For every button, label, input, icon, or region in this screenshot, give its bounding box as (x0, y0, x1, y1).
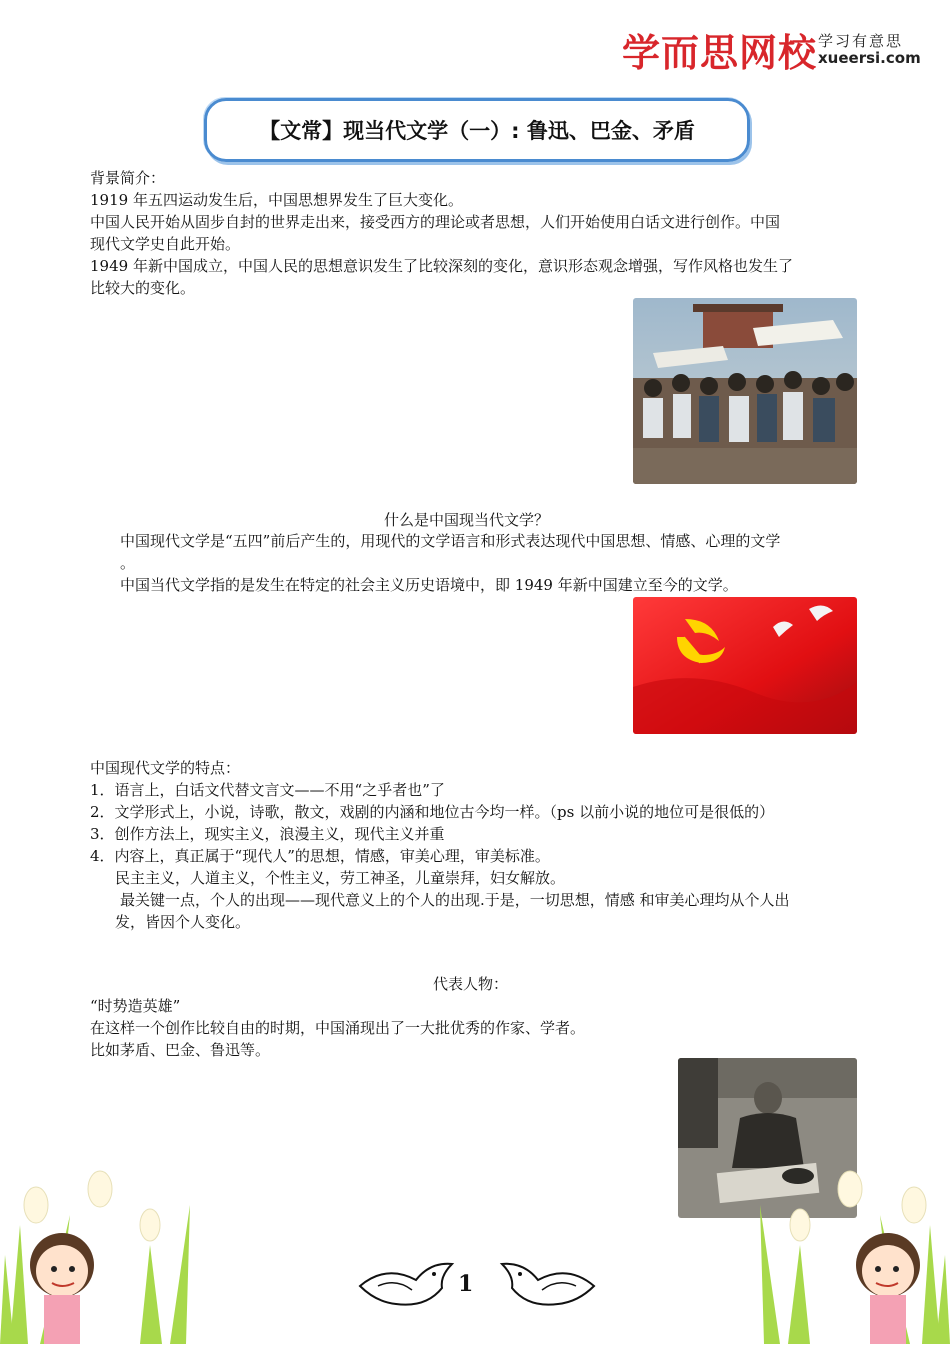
definition-modern-end: 。 (120, 554, 136, 572)
section-question: 什么是中国现当代文学？ (384, 511, 550, 529)
people-heading: 代表人物： (433, 975, 509, 993)
people-line: 比如茅盾、巴金、鲁迅等。 (90, 1041, 271, 1059)
features-item: 4．内容上，真正属于“现代人”的思想，情感，审美心理，审美标准。 (90, 847, 550, 865)
dove-ornament-right-icon (494, 1256, 598, 1314)
brand-site: xueersi.com (818, 49, 921, 67)
features-subtext: 民主主义，人道主义，个性主义，劳工神圣，儿童崇拜，妇女解放。 (115, 869, 566, 887)
people-quote: “时势造英雄” (90, 997, 181, 1015)
dove-ornament-left-icon (356, 1256, 460, 1314)
features-item: 2．文学形式上，小说，诗歌，散文，戏剧的内涵和地位古今均一样。（ps 以前小说的地位可是很低的） (90, 803, 775, 821)
features-subtext: 最关键一点，个人的出现——现代意义上的个人的出现.于是，一切思想，情感 和审美心理均从个人出 (120, 891, 790, 909)
page-number: 1 (458, 1271, 474, 1297)
intro-line: 比较大的变化。 (90, 279, 196, 297)
definition-contemporary: 中国当代文学指的是发生在特定的社会主义历史语境中，即 1949 年新中国建立至今的文学。 (120, 576, 738, 594)
intro-line: 现代文学史自此开始。 (90, 235, 241, 253)
party-flag-image (633, 597, 857, 734)
page-title: 【文常】现当代文学（一）: 鲁迅、巴金、矛盾 (204, 98, 750, 162)
intro-line: 1949 年新中国成立，中国人民的思想意识发生了比较深刻的变化，意识形态观念增强，写作风格也发生了 (90, 257, 793, 275)
intro-line: 中国人民开始从固步自封的世界走出来，接受西方的理论或者思想，人们开始使用白话文进行创作。中国 (90, 213, 781, 231)
girl-flower-decoration-right (750, 1165, 950, 1344)
girl-flower-decoration-left (0, 1165, 200, 1344)
brand-slogan: 学习有意思 (818, 32, 904, 50)
definition-modern: 中国现代文学是“五四”前后产生的，用现代的文学语言和形式表达现代中国思想、情感、心理的文学 (120, 532, 781, 550)
people-line: 在这样一个创作比较自由的时期，中国涌现出了一大批优秀的作家、学者。 (90, 1019, 586, 1037)
may-fourth-painting (633, 298, 857, 484)
brand-logo: 学而思网校 (622, 31, 818, 75)
intro-line: 1919 年五四运动发生后，中国思想界发生了巨大变化。 (90, 191, 463, 209)
features-heading: 中国现代文学的特点： (90, 759, 241, 777)
intro-heading: 背景简介： (90, 169, 166, 187)
features-item: 1．语言上，白话文代替文言文——不用“之乎者也”了 (90, 781, 445, 799)
features-item: 3．创作方法上，现实主义，浪漫主义，现代主义并重 (90, 825, 445, 843)
features-subtext: 发，皆因个人变化。 (115, 913, 251, 931)
